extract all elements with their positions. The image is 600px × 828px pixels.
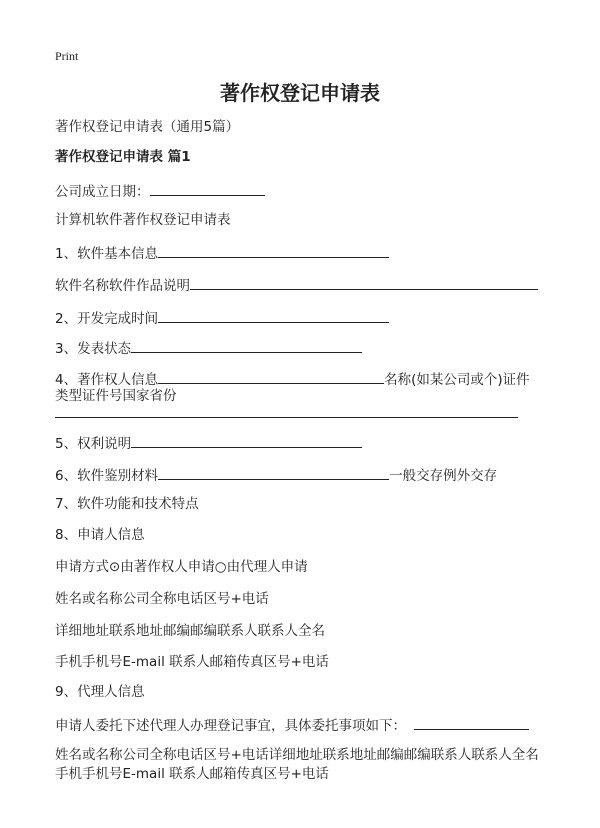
- company-date-blank[interactable]: [150, 181, 265, 196]
- item-9: 9、代理人信息: [55, 684, 145, 700]
- item-5: [55, 433, 362, 453]
- item-3: [55, 338, 362, 358]
- item-5-blank[interactable]: [131, 433, 362, 448]
- apply-method: 申请方式⊙由著作权人申请○由代理人申请: [55, 559, 308, 575]
- item-7: 7、软件功能和技术特点: [55, 496, 199, 512]
- item-1: [55, 243, 389, 263]
- item-4-blank-line[interactable]: [55, 417, 518, 418]
- print-label: Print: [55, 49, 79, 63]
- item-4-blank[interactable]: [158, 369, 384, 384]
- software-name-label: 软件名称软件作品说明: [55, 278, 190, 294]
- item-3-label: 3、发表状态: [55, 341, 132, 357]
- item-4-line2: 类型证件号国家省份: [55, 388, 177, 404]
- item-6-label: 6、软件鉴别材料: [55, 468, 159, 484]
- item-4-tail: 名称(如某公司或个)证件: [384, 372, 530, 388]
- form-name: 计算机软件著作权登记申请表: [55, 212, 231, 228]
- applicant-mobile: 手机手机号E-mail 联系人邮箱传真区号+电话: [55, 654, 329, 670]
- item-4-label: 4、著作权人信息: [55, 372, 159, 388]
- item-3-blank[interactable]: [131, 338, 362, 353]
- item-2-blank[interactable]: [158, 308, 389, 323]
- item-8: 8、申请人信息: [55, 527, 145, 543]
- delegation: [55, 715, 529, 735]
- applicant-address: 详细地址联系地址邮编邮编联系人联系人全名: [55, 623, 325, 639]
- delegation-blank[interactable]: [414, 715, 529, 730]
- item-6-tail: 一般交存例外交存: [389, 468, 498, 484]
- item-6-blank[interactable]: [158, 465, 389, 480]
- applicant-name: 姓名或名称公司全称电话区号+电话: [55, 591, 269, 607]
- section-heading: 著作权登记申请表 篇1: [55, 149, 191, 165]
- company-date-label: 公司成立日期：: [55, 184, 150, 200]
- item-4: [55, 369, 530, 389]
- agent-line-2: 手机手机号E-mail 联系人邮箱传真区号+电话: [55, 766, 329, 782]
- item-1-blank[interactable]: [158, 243, 389, 258]
- item-5-label: 5、权利说明: [55, 436, 132, 452]
- software-name: [55, 275, 538, 295]
- item-2-label: 2、开发完成时间: [55, 311, 159, 327]
- software-name-blank[interactable]: [190, 275, 538, 290]
- agent-line-1: 姓名或名称公司全称电话区号+电话详细地址联系地址邮编邮编联系人联系人全名: [55, 747, 539, 763]
- item-1-label: 1、软件基本信息: [55, 246, 159, 262]
- item-6: [55, 465, 497, 485]
- page-title: 著作权登记申请表: [220, 81, 380, 105]
- delegation-label: 申请人委托下述代理人办理登记事宜，具体委托事项如下：: [55, 718, 406, 734]
- subtitle: 著作权登记申请表（通用5篇）: [55, 119, 240, 135]
- item-2: [55, 308, 389, 328]
- company-date-field: [55, 181, 265, 201]
